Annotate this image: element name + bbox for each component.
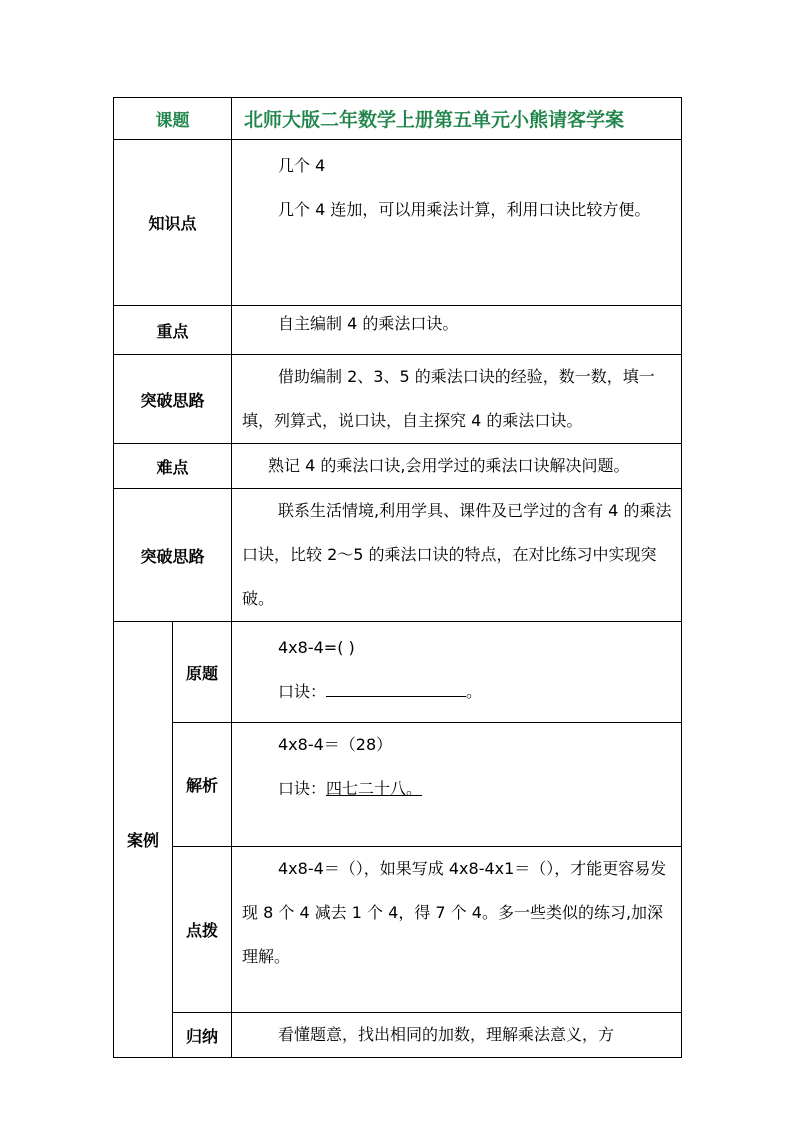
summary-content <box>232 1013 682 1058</box>
summary-text: 看懂题意，找出相同的加数，理解乘法意义，方 <box>278 1025 615 1044</box>
key-point-content <box>232 306 682 355</box>
case-original-row <box>114 622 682 723</box>
knowledge-label: 知识点 <box>114 140 232 306</box>
difficulty-content <box>232 444 682 489</box>
breakthrough-text-1: 借助编制 2、3、5 的乘法口诀的经验，数一数，填一填，列算式，说口诀，自主探究 4 的乘法口诀。 <box>242 367 655 430</box>
breakthrough-content-1 <box>232 355 682 444</box>
topic-title: 北师大版二年数学上册第五单元小熊请客学案 <box>232 98 682 140</box>
original-line-2-suffix: 。 <box>466 682 483 701</box>
difficulty-text: 熟记 4 的乘法口诀,会用学过的乘法口诀解决问题。 <box>268 456 630 475</box>
analysis-line-2-prefix: 口诀： <box>278 779 327 798</box>
original-line-1: 4x8-4=( ) <box>278 638 355 657</box>
knowledge-row <box>114 140 682 306</box>
header-row <box>114 98 682 140</box>
analysis-answer: 四七二十八。 <box>326 779 423 798</box>
original-line-2 <box>242 670 673 714</box>
key-point-text: 自主编制 4 的乘法口诀。 <box>278 314 459 333</box>
key-point-row <box>114 306 682 355</box>
breakthrough-label-1: 突破思路 <box>114 355 232 444</box>
case-label: 案例 <box>114 622 173 1058</box>
original-content <box>232 622 682 723</box>
knowledge-line-2: 几个 4 连加，可以用乘法计算，利用口诀比较方便。 <box>278 200 651 219</box>
case-analysis-row <box>114 723 682 847</box>
breakthrough-label-2: 突破思路 <box>114 489 232 622</box>
knowledge-line-1: 几个 4 <box>278 156 326 175</box>
knowledge-content <box>232 140 682 306</box>
topic-label: 课题 <box>114 98 232 140</box>
tip-text: 4x8-4＝（），如果写成 4x8-4x1＝（），才能更容易发现 8 个 4 减去 1 个 4，得 7 个 4。多一些类似的练习,加深理解。 <box>242 859 667 966</box>
breakthrough-text-2: 联系生活情境,利用学具、课件及已学过的含有 4 的乘法口诀，比较 2～5 的乘法口诀的特点，在对比练习中实现突破。 <box>242 501 672 608</box>
summary-label: 归纳 <box>173 1013 232 1058</box>
original-line-2-prefix: 口诀： <box>278 682 327 701</box>
difficulty-label: 难点 <box>114 444 232 489</box>
lesson-plan-table <box>113 97 682 1058</box>
key-point-label: 重点 <box>114 306 232 355</box>
analysis-line-2 <box>242 767 673 811</box>
breakthrough-row-2 <box>114 489 682 622</box>
case-summary-row <box>114 1013 682 1058</box>
case-tip-row <box>114 847 682 1013</box>
difficulty-row <box>114 444 682 489</box>
analysis-label: 解析 <box>173 723 232 847</box>
tip-label: 点拨 <box>173 847 232 1013</box>
analysis-line-1: 4x8-4＝（28） <box>278 735 393 754</box>
tip-content <box>232 847 682 1013</box>
breakthrough-row-1 <box>114 355 682 444</box>
analysis-content <box>232 723 682 847</box>
answer-blank <box>326 678 466 697</box>
breakthrough-content-2 <box>232 489 682 622</box>
original-label: 原题 <box>173 622 232 723</box>
